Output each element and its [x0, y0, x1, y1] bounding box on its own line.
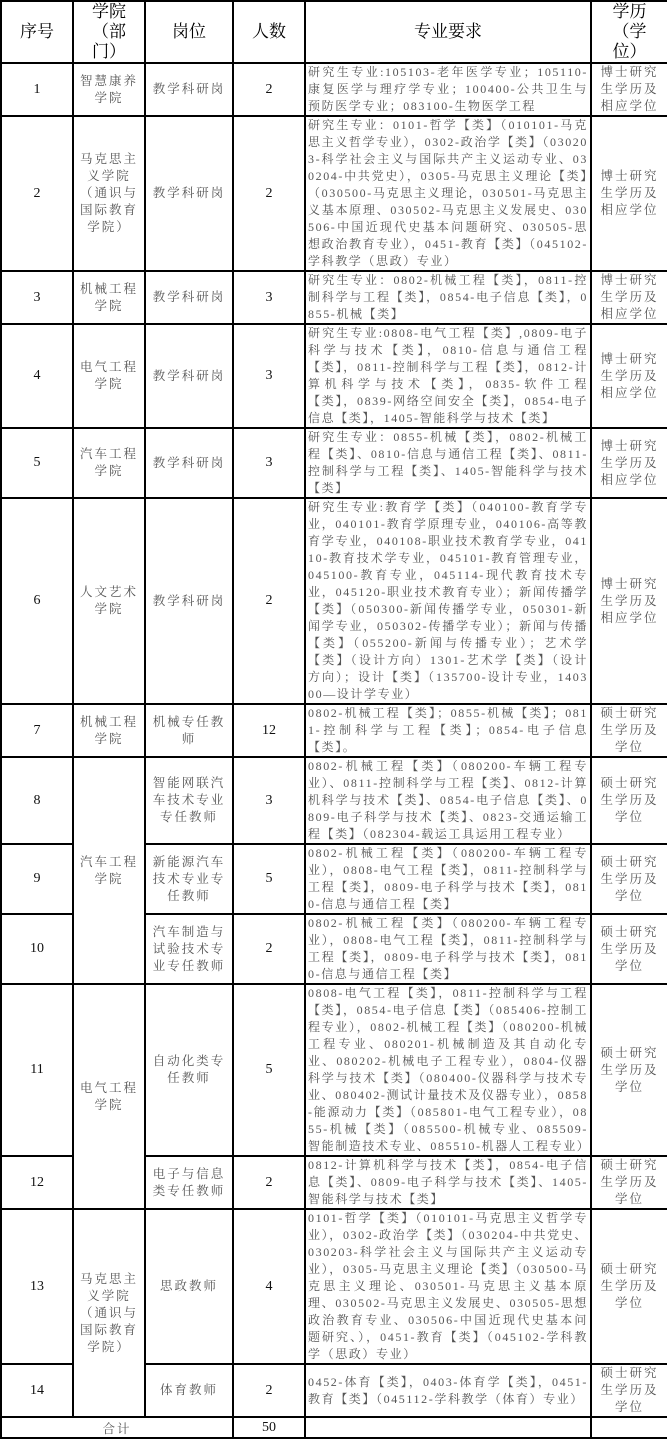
- row-index: 11: [1, 984, 73, 1156]
- row-college: 机械工程学院: [73, 271, 145, 324]
- row-requirements: 0812-计算机科学与技术【类】，0854-电子信息【类】、0809-电子科学与技术【类】、1405-智能科学与技术【类】: [305, 1156, 591, 1209]
- row-college: 机械工程学院: [73, 704, 145, 757]
- header-index: 序号: [1, 1, 73, 63]
- total-requirements-empty: [305, 1417, 591, 1438]
- row-position: 机械专任教师: [145, 704, 233, 757]
- row-index: 12: [1, 1156, 73, 1209]
- row-degree: 硕士研究生学历及学位: [591, 844, 667, 914]
- row-college: 人文艺术学院: [73, 498, 145, 704]
- row-count: 4: [233, 1209, 305, 1364]
- row-degree: 硕士研究生学历及学位: [591, 757, 667, 844]
- row-position: 体育教师: [145, 1364, 233, 1417]
- total-count: 50: [233, 1417, 305, 1438]
- row-count: 2: [233, 498, 305, 704]
- row-requirements: 研究生专业:105103-老年医学专业；105110-康复医学与理疗学专业；100400-公共卫生与预防医学专业；083100-生物医学工程: [305, 63, 591, 116]
- row-degree: 博士研究生学历及相应学位: [591, 324, 667, 428]
- table-row: [1, 428, 667, 498]
- row-index: 5: [1, 428, 73, 498]
- row-requirements: 0802-机械工程【类】（080200-车辆工程专业）、0811-控制科学与工程【类】、0812-计算机科学与技术【类】、0854-电子信息【类】、0809-电子科学与技术【类】、0823-交通运输工程【类】（082304-载运工具运用工程专业）: [305, 757, 591, 844]
- total-label: 合计: [1, 1417, 233, 1438]
- row-college: 电气工程学院: [73, 324, 145, 428]
- row-position: 教学科研岗: [145, 63, 233, 116]
- row-requirements: 0802-机械工程【类】（080200-车辆工程专业），0808-电气工程【类】，0811-控制科学与工程【类】，0809-电子科学与技术【类】，0810-信息与通信工程【类】: [305, 844, 591, 914]
- header-requirements: 专业要求: [305, 1, 591, 63]
- row-position: 智能网联汽车技术专业专任教师: [145, 757, 233, 844]
- header-position: 岗位: [145, 1, 233, 63]
- row-degree: 硕士研究生学历及学位: [591, 1156, 667, 1209]
- row-degree: 硕士研究生学历及学位: [591, 1364, 667, 1417]
- table-row: [1, 271, 667, 324]
- row-position: 新能源汽车技术专业专任教师: [145, 844, 233, 914]
- row-college: 汽车工程学院: [73, 428, 145, 498]
- row-degree: 博士研究生学历及相应学位: [591, 271, 667, 324]
- table-row: [1, 757, 667, 844]
- row-count: 2: [233, 1364, 305, 1417]
- table-row: [1, 498, 667, 704]
- row-count: 5: [233, 984, 305, 1156]
- row-count: 3: [233, 271, 305, 324]
- row-degree: 硕士研究生学历及学位: [591, 984, 667, 1156]
- table-row: [1, 984, 667, 1156]
- table-row: [1, 63, 667, 116]
- table-row: [1, 704, 667, 757]
- row-requirements: 研究生专业:教育学【类】（040100-教育学专业，040101-教育学原理专业，040106-高等教育学专业，040108-职业技术教育学专业，04110-教育技术学专业，045101-教育管理专业，045100-教育专业，045114-现代教育技术专业，045120-职业技术教育专业）；新闻传播学【类】（050300-新闻传播学专业，050301-新闻学专业，050302-传播学专业）；新闻与传播【类】（055200-新闻与传播专业）；艺术学【类】（设计方向）1301-艺术学【类】（设计方向）；设计【类】（135700-设计专业，140300—设计学专业）: [305, 498, 591, 704]
- row-college: 马克思主义学院（通识与国际教育学院）: [73, 1209, 145, 1417]
- row-degree: 硕士研究生学历及学位: [591, 914, 667, 984]
- row-index: 7: [1, 704, 73, 757]
- row-index: 3: [1, 271, 73, 324]
- row-index: 2: [1, 116, 73, 271]
- row-count: 3: [233, 324, 305, 428]
- table-row: [1, 324, 667, 428]
- row-degree: 博士研究生学历及相应学位: [591, 428, 667, 498]
- row-college: 汽车工程学院: [73, 757, 145, 984]
- header-row: [1, 1, 667, 63]
- row-index: 4: [1, 324, 73, 428]
- row-requirements: 研究生专业：0101-哲学【类】（010101-马克思主义哲学专业），0302-政治学【类】（030203-科学社会主义与国际共产主义运动专业、030204-中共党史），0305-马克思主义理论【类】（030500-马克思主义理论，030501-马克思主义基本原理、030502-马克思主义发展史、030506-中国近现代史基本问题研究、030505-思想政治教育专业），0451-教育【类】（045102-学科教学（思政）专业）: [305, 116, 591, 271]
- row-degree: 硕士研究生学历及学位: [591, 1209, 667, 1364]
- row-degree: 博士研究生学历及相应学位: [591, 63, 667, 116]
- row-index: 14: [1, 1364, 73, 1417]
- row-requirements: 0802-机械工程【类】（080200-车辆工程专业），0808-电气工程【类】，0811-控制科学与工程【类】，0809-电子科学与技术【类】，0810-信息与通信工程【类】: [305, 914, 591, 984]
- row-count: 12: [233, 704, 305, 757]
- row-count: 2: [233, 63, 305, 116]
- row-college: 智慧康养学院: [73, 63, 145, 116]
- row-position: 教学科研岗: [145, 498, 233, 704]
- row-position: 教学科研岗: [145, 428, 233, 498]
- row-count: 3: [233, 428, 305, 498]
- header-college: 学院（部门）: [73, 1, 145, 63]
- row-index: 1: [1, 63, 73, 116]
- row-index: 13: [1, 1209, 73, 1364]
- row-count: 2: [233, 914, 305, 984]
- table-row: [1, 1209, 667, 1364]
- row-position: 教学科研岗: [145, 271, 233, 324]
- row-count: 5: [233, 844, 305, 914]
- total-row: [1, 1417, 667, 1438]
- row-degree: 硕士研究生学历及学位: [591, 704, 667, 757]
- header-degree: 学历（学位）: [591, 1, 667, 63]
- row-position: 教学科研岗: [145, 324, 233, 428]
- row-count: 2: [233, 1156, 305, 1209]
- row-position: 教学科研岗: [145, 116, 233, 271]
- row-position: 汽车制造与试验技术专业专任教师: [145, 914, 233, 984]
- row-count: 2: [233, 116, 305, 271]
- row-requirements: 0101-哲学【类】（010101-马克思主义哲学专业），0302-政治学【类】（030204-中共党史、030203-科学社会主义与国际共产主义运动专业），0305-马克思主义理论【类】（030500-马克思主义理论、030501-马克思主义基本原理、030502-马克思主义发展史、030505-思想政治教育专业、030506-中国近现代史基本问题研究、），0451-教育【类】（045102-学科教学（思政）专业）: [305, 1209, 591, 1364]
- row-count: 3: [233, 757, 305, 844]
- header-count: 人数: [233, 1, 305, 63]
- row-index: 8: [1, 757, 73, 844]
- row-requirements: 0802-机械工程【类】；0855-机械【类】；0811-控制科学与工程【类】；0854-电子信息【类】。: [305, 704, 591, 757]
- total-degree-empty: [591, 1417, 667, 1438]
- row-index: 9: [1, 844, 73, 914]
- row-requirements: 研究生专业:0808-电气工程【类】,0809-电子科学与技术【类】，0810-信息与通信工程【类】，0811-控制科学与工程【类】，0812-计算机科学与技术【类】，0835-软件工程【类】，0839-网络空间安全【类】，0854-电子信息【类】，1405-智能科学与技术【类】: [305, 324, 591, 428]
- row-requirements: 研究生专业：0802-机械工程【类】，0811-控制科学与工程【类】，0854-电子信息【类】，0855-机械【类】: [305, 271, 591, 324]
- row-requirements: 0808-电气工程【类】，0811-控制科学与工程【类】，0854-电子信息【类】（085406-控制工程专业），0802-机械工程【类】（080200-机械工程专业、080201-机械制造及其自动化专业、080202-机械电子工程专业），0804-仪器科学与技术【类】（080400-仪器科学与技术专业、080402-测试计量技术及仪器专业），0858-能源动力【类】（085801-电气工程专业），0855-机械【类】（085500-机械专业、085509-智能制造技术专业、085510-机器人工程专业）: [305, 984, 591, 1156]
- row-index: 6: [1, 498, 73, 704]
- row-college: 马克思主义学院（通识与国际教育学院）: [73, 116, 145, 271]
- table-row: [1, 116, 667, 271]
- row-requirements: 0452-体育【类】，0403-体育学【类】，0451-教育【类】（045112-学科教学（体育）专业）: [305, 1364, 591, 1417]
- row-position: 自动化类专任教师: [145, 984, 233, 1156]
- row-degree: 博士研究生学历及相应学位: [591, 116, 667, 271]
- row-position: 思政教师: [145, 1209, 233, 1364]
- row-requirements: 研究生专业：0855-机械【类】，0802-机械工程【类】、0810-信息与通信工程【类】、0811-控制科学与工程【类】、1405-智能科学与技术【类】: [305, 428, 591, 498]
- row-degree: 博士研究生学历及相应学位: [591, 498, 667, 704]
- row-college: 电气工程学院: [73, 984, 145, 1209]
- row-index: 10: [1, 914, 73, 984]
- row-position: 电子与信息类专任教师: [145, 1156, 233, 1209]
